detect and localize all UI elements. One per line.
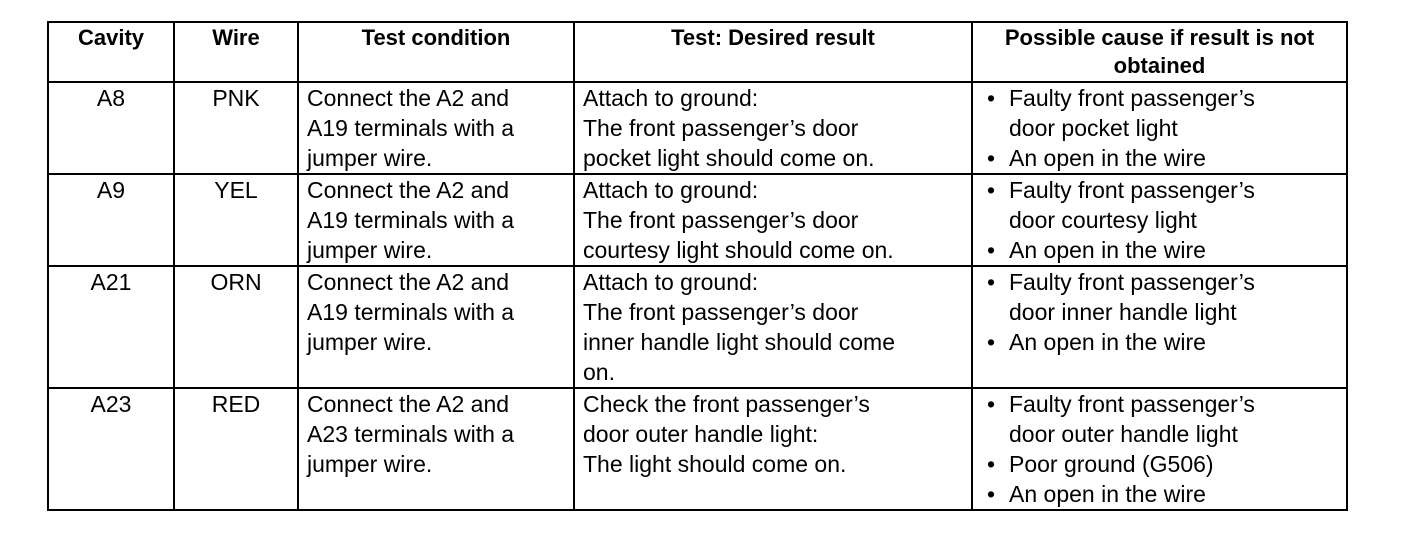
table-row [48, 82, 1347, 174]
header-wire: Wire [174, 22, 298, 82]
test-condition-cell [298, 82, 574, 174]
test-condition-line: A19 terminals with a [307, 299, 515, 325]
wire-color-cell: RED [174, 388, 298, 510]
test-condition-line: jumper wire. [307, 237, 433, 263]
test-condition-cell [298, 266, 574, 388]
cause-line: Faulty front passenger’s [1009, 269, 1255, 295]
table-row [48, 174, 1347, 266]
cause-line: An open in the wire [1009, 145, 1206, 171]
header-row [48, 22, 1347, 82]
desired-result-line: Check the front passenger’s [583, 391, 870, 417]
test-condition-line: Connect the A2 and [307, 269, 510, 295]
cause-line: An open in the wire [1009, 237, 1206, 263]
test-condition-line: jumper wire. [307, 145, 433, 171]
desired-result-line: courtesy light should come on. [583, 237, 894, 263]
test-condition-cell [298, 388, 574, 510]
desired-result-line: Attach to ground: [583, 177, 759, 203]
bullet-icon: • [987, 237, 996, 263]
bullet-icon: • [987, 145, 996, 171]
desired-result-cell [574, 266, 972, 388]
cause-item [981, 389, 1338, 449]
cause-line: An open in the wire [1009, 329, 1206, 355]
desired-result-line: Attach to ground: [583, 269, 759, 295]
cause-item [981, 479, 1338, 509]
cavity-cell: A8 [48, 82, 174, 174]
cavity-cell: A21 [48, 266, 174, 388]
header-possible-cause [972, 22, 1347, 82]
desired-result-line: The front passenger’s door [583, 299, 859, 325]
bullet-icon: • [987, 451, 996, 477]
bullet-icon: • [987, 391, 996, 417]
bullet-icon: • [987, 481, 996, 507]
bullet-icon: • [987, 329, 996, 355]
cause-line: door inner handle light [1009, 299, 1237, 325]
header-cavity: Cavity [48, 22, 174, 82]
possible-cause-cell [972, 174, 1347, 266]
desired-result-cell [574, 82, 972, 174]
cause-line: Faulty front passenger’s [1009, 177, 1255, 203]
test-condition-line: A19 terminals with a [307, 207, 515, 233]
cause-list [981, 389, 1338, 509]
cause-item [981, 327, 1338, 357]
bullet-icon: • [987, 177, 996, 203]
desired-result-line: inner handle light should come [583, 329, 895, 355]
header-test-condition: Test condition [298, 22, 574, 82]
desired-result-cell [574, 174, 972, 266]
test-condition-line: jumper wire. [307, 451, 433, 477]
cavity-cell: A9 [48, 174, 174, 266]
desired-result-line: The front passenger’s door [583, 207, 859, 233]
wire-color-cell: YEL [174, 174, 298, 266]
cause-line: Poor ground (G506) [1009, 451, 1214, 477]
table-row [48, 388, 1347, 510]
cause-line: An open in the wire [1009, 481, 1206, 507]
test-condition-line: Connect the A2 and [307, 177, 510, 203]
wire-color-cell: PNK [174, 82, 298, 174]
cause-list [981, 267, 1338, 357]
desired-result-line: on. [583, 359, 615, 385]
cause-list [981, 83, 1338, 173]
header-desired-result: Test: Desired result [574, 22, 972, 82]
test-condition-line: A19 terminals with a [307, 115, 515, 141]
test-condition-line: Connect the A2 and [307, 391, 510, 417]
bullet-icon: • [987, 85, 996, 111]
desired-result-line: The front passenger’s door [583, 115, 859, 141]
header-possible-cause-line: obtained [1113, 53, 1206, 78]
cavity-cell: A23 [48, 388, 174, 510]
test-condition-line: Connect the A2 and [307, 85, 510, 111]
desired-result-line: Attach to ground: [583, 85, 759, 111]
cause-item [981, 83, 1338, 143]
header-possible-cause-line: Possible cause if result is not [1004, 25, 1315, 50]
cause-item [981, 235, 1338, 265]
cause-item [981, 143, 1338, 173]
table-row [48, 266, 1347, 388]
cause-item [981, 175, 1338, 235]
test-condition-cell [298, 174, 574, 266]
cause-line: door outer handle light [1009, 421, 1238, 447]
cause-line: Faulty front passenger’s [1009, 85, 1255, 111]
desired-result-line: door outer handle light: [583, 421, 819, 447]
possible-cause-cell [972, 82, 1347, 174]
cause-item [981, 449, 1338, 479]
cause-line: door pocket light [1009, 115, 1178, 141]
desired-result-line: The light should come on. [583, 451, 847, 477]
wire-test-table [47, 21, 1348, 511]
cause-line: door courtesy light [1009, 207, 1197, 233]
desired-result-line: pocket light should come on. [583, 145, 875, 171]
desired-result-cell [574, 388, 972, 510]
test-condition-line: A23 terminals with a [307, 421, 515, 447]
bullet-icon: • [987, 269, 996, 295]
test-condition-line: jumper wire. [307, 329, 433, 355]
wire-color-cell: ORN [174, 266, 298, 388]
cause-item [981, 267, 1338, 327]
possible-cause-cell [972, 388, 1347, 510]
cause-list [981, 175, 1338, 265]
possible-cause-cell [972, 266, 1347, 388]
cause-line: Faulty front passenger’s [1009, 391, 1255, 417]
table-body [48, 82, 1347, 510]
